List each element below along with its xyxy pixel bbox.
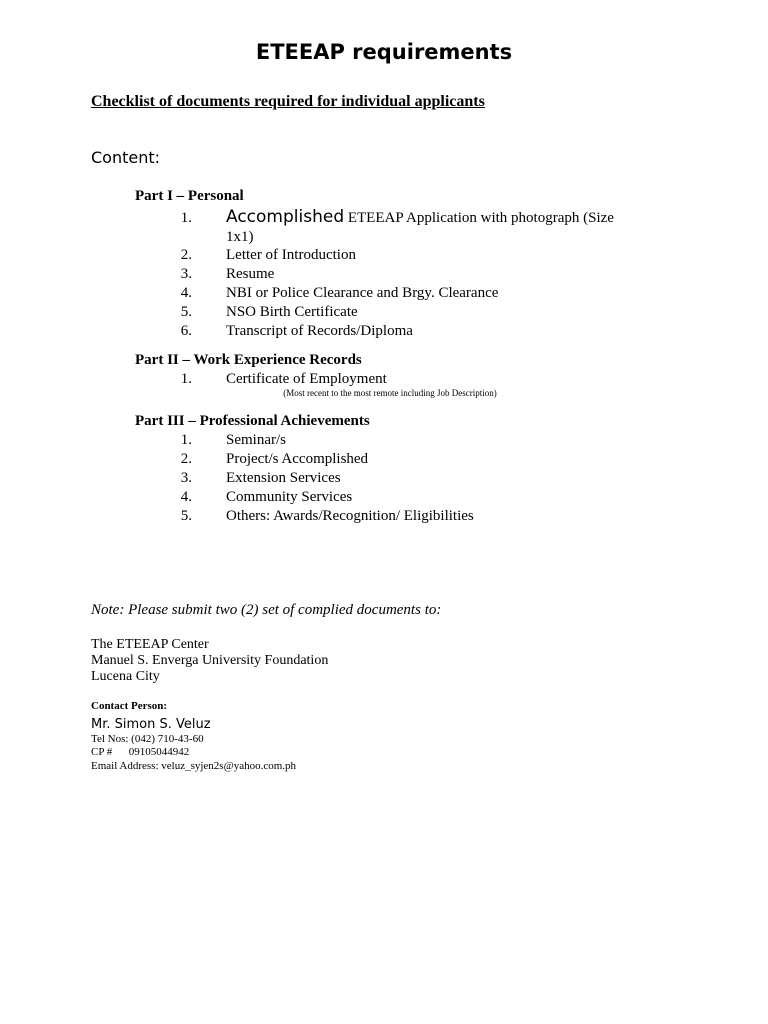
part3-heading: Part III – Professional Achievements <box>135 413 370 429</box>
part1-item-1-continuation: 1x1) <box>226 229 254 245</box>
contact-tel: Tel Nos: (042) 710-43-60 <box>91 733 204 745</box>
part1-item-5: NSO Birth Certificate <box>226 304 358 320</box>
part1-item-1-text: ETEEAP Application with photograph (Size <box>344 210 614 226</box>
part3-item-3-number: 3. <box>180 470 192 486</box>
part1-item-6: Transcript of Records/Diploma <box>226 323 413 339</box>
part2-item-note: (Most recent to the most remote including Job Description) <box>283 388 497 398</box>
part3-item-1: Seminar/s <box>226 432 286 448</box>
contact-cp: CP # 09105044942 <box>91 746 190 758</box>
contact-heading: Contact Person: <box>91 700 168 712</box>
part1-item-1-lead: Accomplished <box>226 207 345 227</box>
part1-item-3-number: 3. <box>180 266 192 282</box>
part2-item-1: Certificate of Employment <box>226 371 387 387</box>
part1-item-5-number: 5. <box>180 304 192 320</box>
content-label: Content: <box>91 148 161 167</box>
part3-item-4: Community Services <box>226 489 353 505</box>
part3-item-2: Project/s Accomplished <box>226 451 369 467</box>
part1-item-2: Letter of Introduction <box>226 247 356 263</box>
part3-item-2-number: 2. <box>180 451 192 467</box>
part1-item-2-number: 2. <box>180 247 192 263</box>
part1-item-1-number: 1. <box>180 210 192 226</box>
address-line-1: The ETEEAP Center <box>91 637 209 652</box>
part1-item-6-number: 6. <box>180 323 192 339</box>
part1-item-4-number: 4. <box>180 285 192 301</box>
part3-item-3: Extension Services <box>226 470 341 486</box>
part2-item-1-number: 1. <box>180 371 192 387</box>
part1-item-1 <box>226 207 614 227</box>
address-line-3: Lucena City <box>91 669 160 684</box>
contact-name: Mr. Simon S. Veluz <box>91 717 211 732</box>
part3-item-1-number: 1. <box>180 432 192 448</box>
submission-note: Note: Please submit two (2) set of complied documents to: <box>91 602 442 618</box>
subtitle: Checklist of documents required for individual applicants <box>91 93 485 110</box>
part1-heading: Part I – Personal <box>135 188 244 204</box>
part3-item-4-number: 4. <box>180 489 192 505</box>
contact-email: Email Address: veluz_syjen2s@yahoo.com.ph <box>91 760 297 772</box>
part1-item-4: NBI or Police Clearance and Brgy. Clearance <box>226 285 499 301</box>
page-title: ETEEAP requirements <box>255 40 513 64</box>
part3-item-5: Others: Awards/Recognition/ Eligibilities <box>226 508 474 524</box>
address-line-2: Manuel S. Enverga University Foundation <box>91 653 329 668</box>
part2-heading: Part II – Work Experience Records <box>135 352 362 368</box>
part1-item-3: Resume <box>226 266 275 282</box>
part3-item-5-number: 5. <box>180 508 192 524</box>
